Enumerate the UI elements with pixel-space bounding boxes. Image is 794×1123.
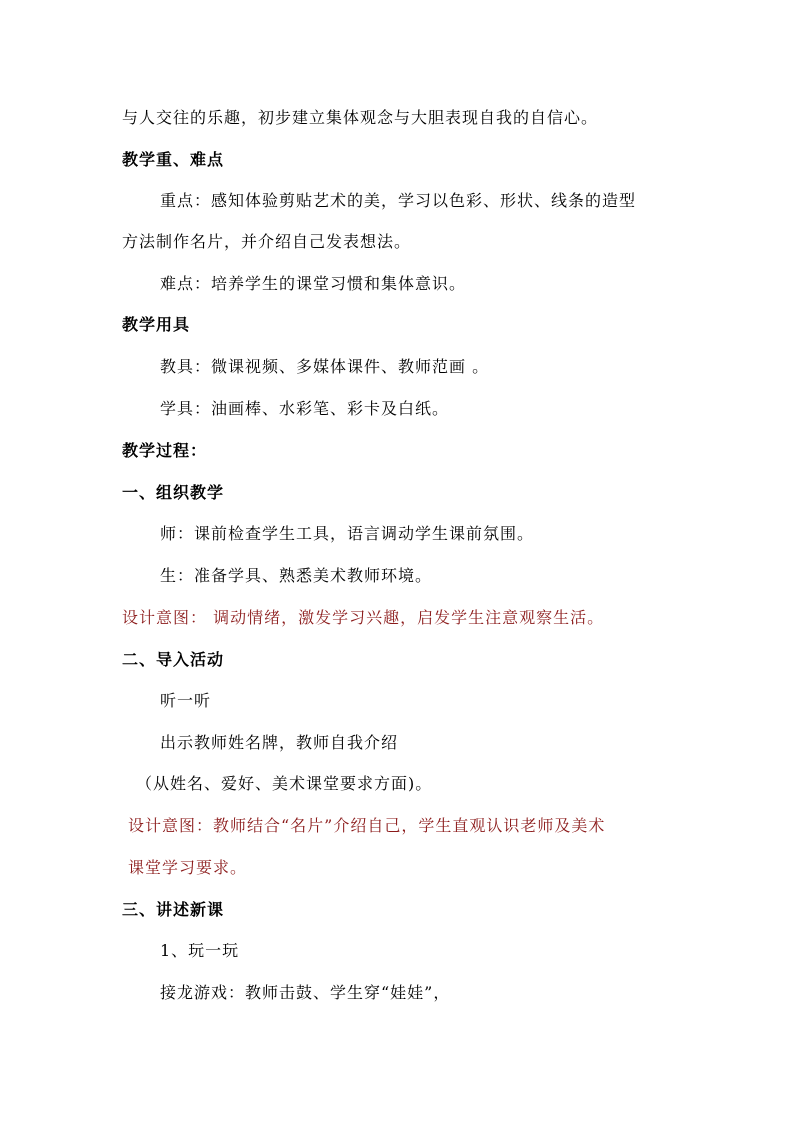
paragraph-line: 师：课前检查学生工具，语言调动学生课前氛围。	[160, 524, 535, 543]
paragraph-line: 1、玩一玩	[160, 941, 240, 960]
paragraph-line: 方法制作名片，并介绍自己发表想法。	[122, 232, 412, 251]
section-heading-teaching-process: 教学过程：	[122, 441, 208, 460]
paragraph-line: 难点：培养学生的课堂习惯和集体意识。	[160, 274, 467, 293]
paragraph-line: 重点：感知体验剪贴艺术的美，学习以色彩、形状、线条的造型	[160, 191, 637, 210]
design-intent-line: 设计意图：教师结合“名片”介绍自己，学生直观认识老师及美术	[128, 816, 606, 835]
section-heading-teaching-tools: 教学用具	[122, 315, 191, 334]
section-heading-intro-activity: 二、导入活动	[122, 650, 225, 669]
section-heading-key-points: 教学重、难点	[122, 150, 225, 169]
design-intent-line: 课堂学习要求。	[128, 858, 248, 877]
section-heading-new-lesson: 三、讲述新课	[122, 900, 225, 919]
design-intent-line: 设计意图： 调动情绪，激发学习兴趣，启发学生注意观察生活。	[122, 608, 605, 627]
paragraph-line: 听一听	[160, 691, 212, 710]
paragraph-line: 生：准备学具、熟悉美术教师环境。	[160, 566, 433, 585]
paragraph-line: 学具：油画棒、水彩笔、彩卡及白纸。	[160, 399, 450, 418]
section-heading-organize: 一、组织教学	[122, 483, 225, 502]
paragraph-line: 接龙游戏：教师击鼓、学生穿“娃娃”，	[160, 983, 451, 1002]
paragraph-line: （从姓名、爱好、美术课堂要求方面)。	[136, 774, 433, 793]
paragraph-line: 教具：微课视频、多媒体课件、教师范画 。	[160, 357, 490, 376]
paragraph-line: 出示教师姓名牌，教师自我介绍	[160, 733, 399, 752]
paragraph-line: 与人交往的乐趣，初步建立集体观念与大胆表现自我的自信心。	[122, 108, 599, 127]
